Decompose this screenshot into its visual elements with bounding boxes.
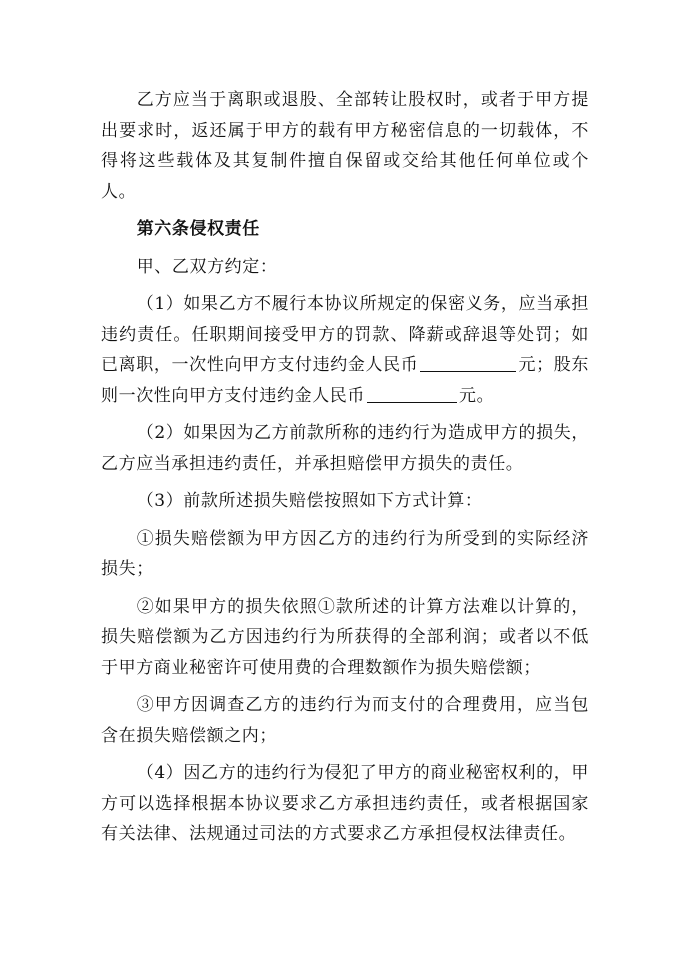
paragraph-clause-1 (101, 289, 589, 411)
paragraph-parties-agree: 甲、乙双方约定： (136, 256, 278, 277)
clause-1-text-b: 元；股东则一次性向甲方支付违约金人民币 (101, 355, 589, 406)
paragraph-clause-2: （2）如果因为乙方前款所称的违约行为造成甲方的损失，乙方应当承担违约责任，并承担赔偿甲方损失的责任。 (101, 423, 589, 474)
paragraph-return-carriers: 乙方应当于离职或退股、全部转让股权时，或者于甲方提出要求时，返还属于甲方的载有甲方秘密信息的一切载体，不得将这些载体及其复制件擅自保留或交给其他任何单位或个人。 (101, 90, 589, 202)
paragraph-clause-3-item-1: ①损失赔偿额为甲方因乙方的违约行为所受到的实际经济损失； (101, 528, 589, 579)
paragraph-clause-3-item-3: ③甲方因调查乙方的违约行为而支付的合理费用，应当包含在损失赔偿额之内； (101, 695, 589, 746)
section-heading-article-six: 第六条侵权责任 (136, 219, 260, 239)
penalty-amount-blank-shareholder (367, 385, 457, 403)
clause-1-text-c: 元。 (459, 385, 495, 406)
clause-1-text-a: （1）如果乙方不履行本协议所规定的保密义务，应当承担违约责任。任职期间接受甲方的罚款、降薪或辞退等处罚；如已离职，一次性向甲方支付违约金人民币 (101, 294, 589, 375)
paragraph-clause-3: （3）前款所述损失赔偿按照如下方式计算： (136, 491, 483, 511)
paragraph-clause-3-item-2: ②如果甲方的损失依照①款所述的计算方法难以计算的，损失赔偿额为乙方因违约行为所获得的全部利润；或者以不低于甲方商业秘密许可使用费的合理数额作为损失赔偿额； (101, 596, 589, 678)
penalty-amount-blank-employee (420, 354, 516, 372)
paragraph-clause-4: （4）因乙方的违约行为侵犯了甲方的商业秘密权利的，甲方可以选择根据本协议要求乙方承担违约责任，或者根据国家有关法律、法规通过司法的方式要求乙方承担侵权法律责任。 (101, 763, 589, 844)
document-body (101, 85, 589, 857)
